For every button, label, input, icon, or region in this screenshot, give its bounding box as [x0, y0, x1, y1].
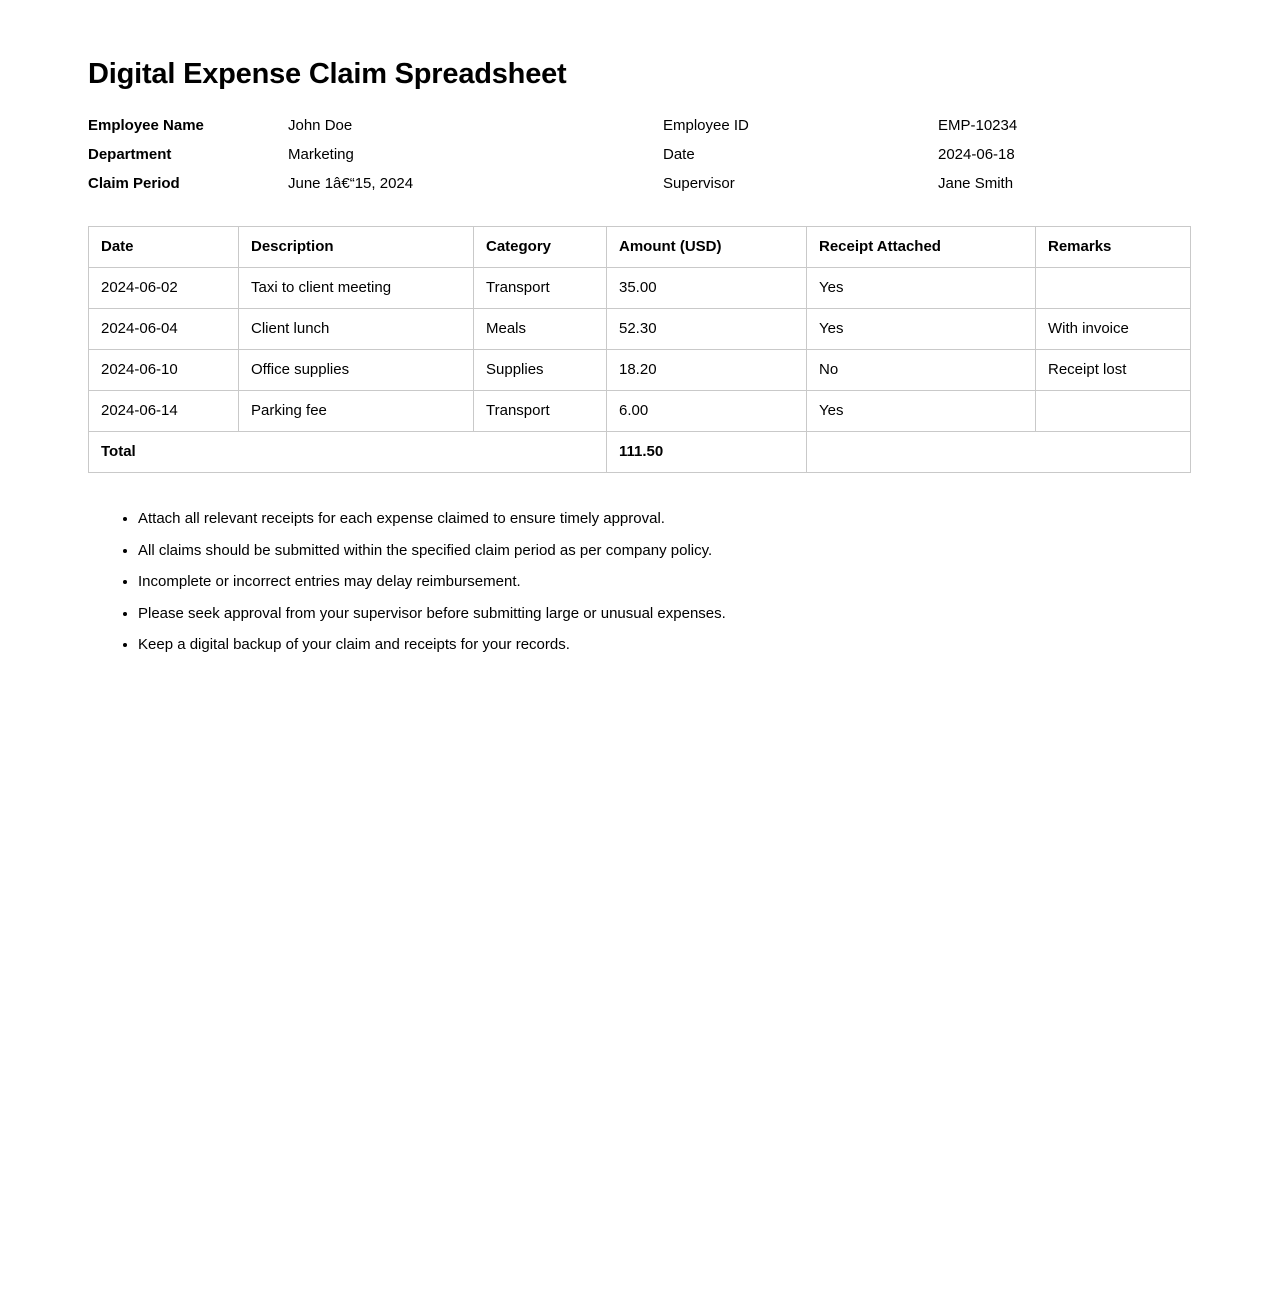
- cell-date: 2024-06-04: [89, 309, 239, 350]
- cell-receipt: Yes: [807, 309, 1036, 350]
- cell-remarks: With invoice: [1036, 309, 1191, 350]
- column-header-description: Description: [239, 227, 474, 268]
- meta-value-date: 2024-06-18: [938, 146, 1015, 163]
- page-title: Digital Expense Claim Spreadsheet: [88, 58, 567, 90]
- total-label: Total: [89, 432, 607, 473]
- meta-label-employee-name: Employee Name: [88, 117, 204, 134]
- cell-description: Office supplies: [239, 350, 474, 391]
- cell-description: Taxi to client meeting: [239, 268, 474, 309]
- column-header-remarks: Remarks: [1036, 227, 1191, 268]
- cell-amount: 18.20: [607, 350, 807, 391]
- cell-amount: 35.00: [607, 268, 807, 309]
- notes-list: [88, 509, 1190, 655]
- cell-category: Transport: [474, 268, 607, 309]
- column-header-date: Date: [89, 227, 239, 268]
- cell-receipt: Yes: [807, 391, 1036, 432]
- list-item: • Keep a digital backup of your claim and receipts for your records.: [138, 635, 1190, 655]
- cell-receipt: Yes: [807, 268, 1036, 309]
- list-item: • All claims should be submitted within the specified claim period as per company policy.: [138, 541, 1190, 561]
- table-row: [89, 309, 1191, 350]
- table-row: [89, 391, 1191, 432]
- table-row: [89, 268, 1191, 309]
- cell-date: 2024-06-02: [89, 268, 239, 309]
- cell-remarks: [1036, 391, 1191, 432]
- cell-receipt: No: [807, 350, 1036, 391]
- meta-label-employee-id: Employee ID: [663, 117, 749, 134]
- column-header-amount: Amount (USD): [607, 227, 807, 268]
- total-empty-cell: [807, 432, 1191, 473]
- employee-meta-block: [88, 117, 1190, 192]
- total-amount: 111.50: [607, 432, 807, 473]
- cell-amount: 52.30: [607, 309, 807, 350]
- meta-value-department: Marketing: [288, 146, 354, 163]
- meta-label-claim-period: Claim Period: [88, 175, 180, 192]
- meta-value-employee-name: John Doe: [288, 117, 353, 134]
- expense-claim-table: [88, 226, 1191, 473]
- meta-value-employee-id: EMP-10234: [938, 117, 1018, 134]
- column-header-category: Category: [474, 227, 607, 268]
- table-total-row: [89, 432, 1191, 473]
- cell-category: Meals: [474, 309, 607, 350]
- cell-date: 2024-06-14: [89, 391, 239, 432]
- cell-remarks: [1036, 268, 1191, 309]
- cell-date: 2024-06-10: [89, 350, 239, 391]
- cell-remarks: Receipt lost: [1036, 350, 1191, 391]
- table-row: [89, 350, 1191, 391]
- meta-label-supervisor: Supervisor: [663, 175, 735, 192]
- meta-label-department: Department: [88, 146, 172, 163]
- column-header-receipt-attached: Receipt Attached: [807, 227, 1036, 268]
- cell-category: Supplies: [474, 350, 607, 391]
- list-item: • Incomplete or incorrect entries may delay reimbursement.: [138, 572, 1190, 592]
- cell-amount: 6.00: [607, 391, 807, 432]
- meta-value-supervisor: Jane Smith: [938, 175, 1014, 192]
- list-item: • Attach all relevant receipts for each expense claimed to ensure timely approval.: [138, 509, 1190, 529]
- list-item: • Please seek approval from your supervisor before submitting large or unusual expenses.: [138, 604, 1190, 624]
- table-header-row: [89, 227, 1191, 268]
- cell-description: Parking fee: [239, 391, 474, 432]
- meta-label-date: Date: [663, 146, 695, 163]
- cell-description: Client lunch: [239, 309, 474, 350]
- meta-value-claim-period: June 1â€“15, 2024: [288, 175, 414, 192]
- cell-category: Transport: [474, 391, 607, 432]
